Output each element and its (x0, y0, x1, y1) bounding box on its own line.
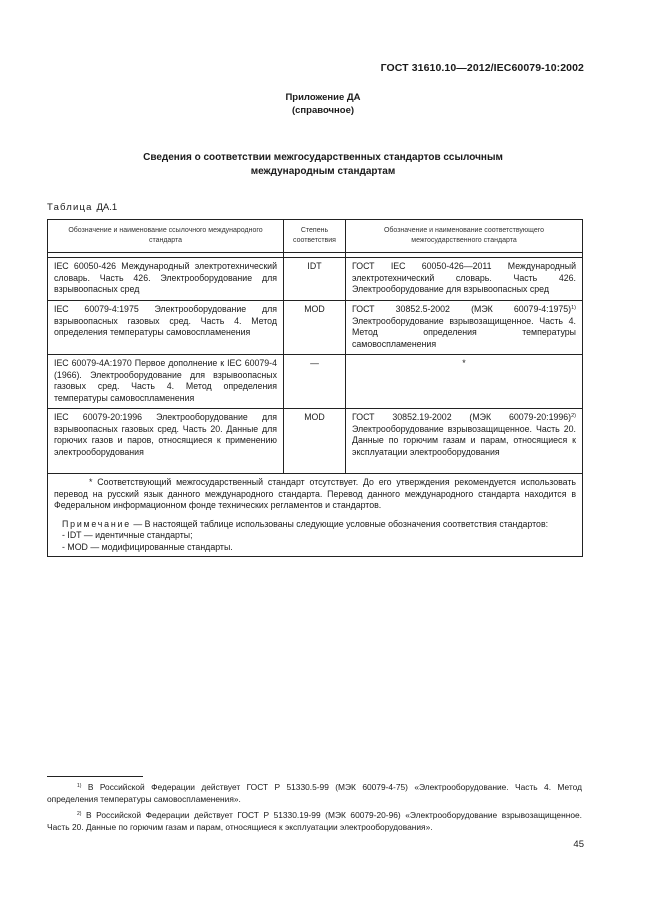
footnote-divider (47, 776, 143, 777)
list-item: - MOD — модифицированные стандарты. (62, 541, 233, 552)
table-notes (54, 477, 576, 553)
footnote-marker: 1) (77, 783, 82, 789)
footnotes (47, 781, 582, 833)
table-row (48, 258, 583, 301)
legend-list (54, 530, 576, 553)
national-standard-cell: ГОСТ IEC 60050-426—2011 Международный электротехнический словарь. Часть 426. Электрооборудование для взрывоопасных сред (346, 258, 583, 301)
note-text: — В настоящей таблице использованы следующие условные обозначения соответствия стандартов: (130, 518, 549, 529)
national-standard-designation: ГОСТ 30852.5-2002 (МЭК 60079-4:1975) (352, 304, 572, 314)
national-standard-cell: * (346, 355, 583, 409)
degree-cell: — (284, 355, 346, 409)
international-standard-cell: IEC 60079-20:1996 Электрооборудование для взрывоопасных газовых сред. Часть 20. Данные для горючих газов и паров, относящиеся к применению электрооборудования (48, 409, 284, 474)
correspondence-table (47, 219, 583, 557)
appendix-heading (0, 91, 646, 117)
header-degree-of-correspondence: Степень соответствия (284, 220, 346, 253)
header-national-standard: Обозначение и наименование соответствующего межгосударственного стандарта (346, 220, 583, 253)
international-standard-cell: IEC 60079-4:1975 Электрооборудование для взрывоопасных газовых сред. Часть 4. Метод определения температуры самовоспламенения (48, 301, 284, 355)
table-caption (47, 202, 117, 213)
national-standard-cell (346, 409, 583, 474)
table-caption-number: ДА.1 (96, 202, 118, 213)
header-international-standard: Обозначение и наименование ссылочного международного стандарта (48, 220, 284, 253)
footnote-text: В Российской Федерации действует ГОСТ Р 51330.5-99 (МЭК 60079-4-75) «Электрооборудование. Часть 4. Метод определения температуры самовоспламенения». (47, 782, 582, 804)
footnote-marker: 2) (571, 413, 576, 419)
table-notes-cell (48, 474, 583, 557)
footnote-text: В Российской Федерации действует ГОСТ Р 51330.19-99 (МЭК 60079-20-96) «Электрооборудование взрывозащищенное. Часть 20. Данные по горючим газам и парам, относящиеся к эксплуатации электрооборудования». (47, 810, 582, 832)
section-title-line-2: международным стандартам (250, 166, 396, 177)
table-header-row (48, 220, 583, 253)
national-standard-designation: ГОСТ 30852.19-2002 (МЭК 60079-20:1996) (352, 412, 572, 422)
table-row (48, 301, 583, 355)
footnote (47, 781, 582, 805)
page-number: 45 (573, 839, 584, 850)
asterisk-note: * Соответствующий межгосударственный стандарт отсутствует. До его утверждения рекомендуется использовать перевод на русский язык данного международного стандарта. Перевод данного международного стандарта находится в Федеральном информационном фонде технических регламентов и стандартов. (54, 477, 576, 510)
national-standard-title: Электрооборудование взрывозащищенное. Часть 20. Данные по горючим газам и парам, относящиеся к эксплуатации электрооборудования (352, 423, 576, 457)
list-item: - IDT — идентичные стандарты; (62, 530, 193, 540)
footnote-marker: 1) (571, 305, 576, 311)
table-caption-word: Таблица (47, 202, 93, 213)
section-title (100, 151, 546, 179)
note-paragraph (54, 519, 576, 531)
degree-cell: MOD (284, 409, 346, 474)
national-standard-title: Электрооборудование взрывозащищенное. Часть 4. Метод определения температуры самовоспламенения (352, 315, 576, 349)
degree-cell: IDT (284, 258, 346, 301)
international-standard-cell: IEC 60079-4A:1970 Первое дополнение к IEC 60079-4 (1966). Электрооборудование для взрывоопасных газовых сред. Часть 4. Метод определения температуры самовоспламенения (48, 355, 284, 409)
footnote-marker: 2) (77, 811, 82, 817)
table-row (48, 409, 583, 474)
footnote (47, 809, 582, 833)
note-label: Примечание (62, 518, 131, 529)
degree-cell: MOD (284, 301, 346, 355)
document-code-header: ГОСТ 31610.10—2012/IEC60079-10:2002 (380, 62, 584, 74)
table-row (48, 355, 583, 409)
international-standard-cell: IEC 60050-426 Международный электротехнический словарь. Часть 426. Электрооборудование для взрывоопасных сред (48, 258, 284, 301)
table-notes-row (48, 474, 583, 557)
section-title-line-1: Сведения о соответствии межгосударственных стандартов ссылочным (143, 152, 503, 163)
appendix-subtitle: (справочное) (291, 105, 355, 116)
appendix-title: Приложение ДА (285, 92, 361, 103)
national-standard-cell (346, 301, 583, 355)
